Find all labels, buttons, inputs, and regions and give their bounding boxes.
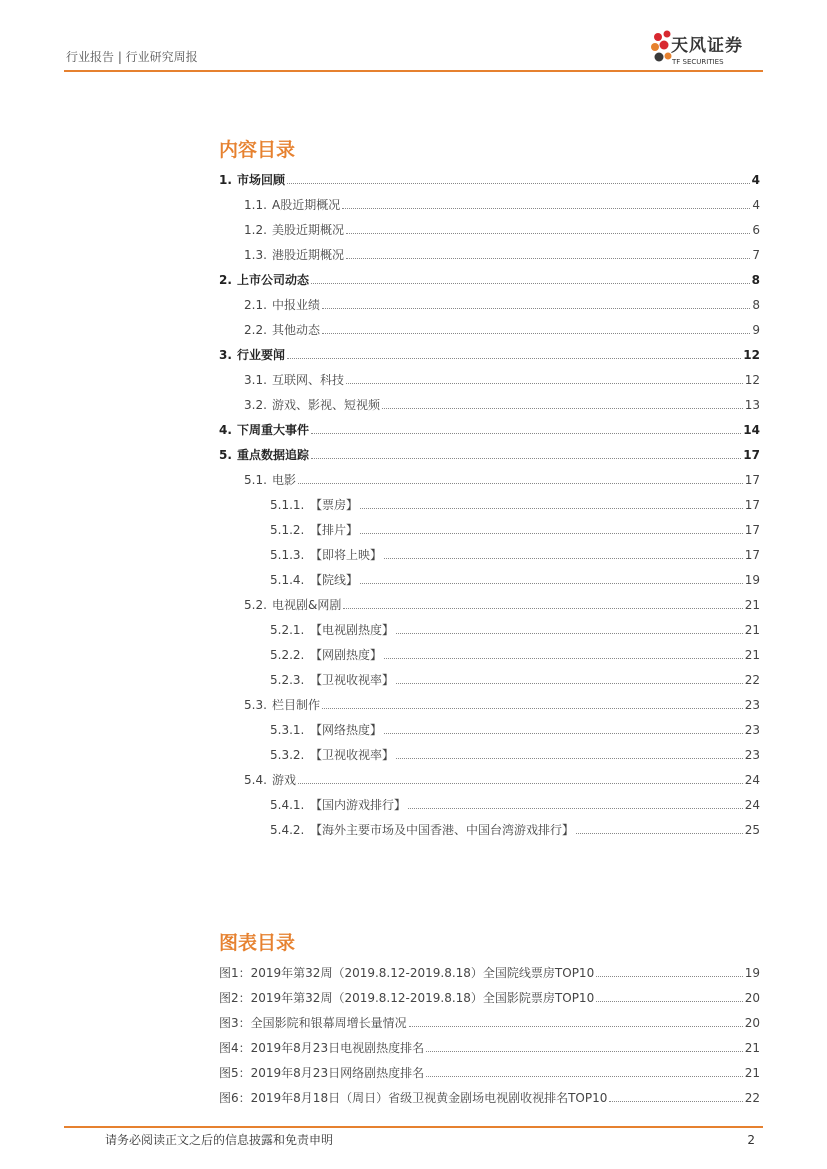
toc-leader-dots: [396, 632, 743, 634]
toc-leader-dots: [408, 807, 743, 809]
toc-entry-label: 【网剧热度】: [310, 648, 383, 662]
toc-entry-number: 5.2.2.: [270, 648, 305, 662]
toc-entry-page: 22: [744, 673, 760, 687]
toc-entry-number: 1.: [219, 173, 232, 187]
toc-leader-dots: [360, 582, 743, 584]
toc-entry-number: 5.3.: [244, 698, 267, 712]
toc-entry-page: 17: [744, 548, 760, 562]
toc-entry-page: 21: [744, 648, 760, 662]
toc-entry-label: 中报业绩: [272, 298, 321, 312]
footer-divider: [64, 1126, 763, 1128]
toc-entry-number: 5.2.: [244, 598, 267, 612]
toc-entry-label: 【票房】: [310, 498, 359, 512]
toc-entry-number: 5.1.2.: [270, 523, 305, 537]
figure-leader-dots: [409, 1025, 743, 1027]
figure-leader-dots: [609, 1100, 742, 1102]
toc-entry-label: 其他动态: [272, 323, 321, 337]
figure-leader-dots: [426, 1075, 743, 1077]
figure-entry[interactable]: [219, 964, 760, 980]
toc-entry-number: 1.2.: [244, 223, 267, 237]
toc-entry-page: 17: [744, 523, 760, 537]
figure-entry[interactable]: [219, 1064, 760, 1080]
toc-leader-dots: [396, 682, 743, 684]
figure-entry[interactable]: [219, 1014, 760, 1030]
toc-entry-number: 5.3.1.: [270, 723, 305, 737]
logo-text-chinese: 天风证券: [671, 36, 743, 56]
toc-leader-dots: [346, 232, 750, 234]
figure-entry-label: 图6：2019年8月18日（周日）省级卫视黄金剧场电视剧收视排名TOP10: [219, 1091, 608, 1105]
logo-text-english: TF SECURITIES: [672, 58, 724, 66]
toc-entry-label: 上市公司动态: [237, 273, 310, 287]
toc-entry-page: 17: [744, 473, 760, 487]
toc-entry-label: 行业要闻: [237, 348, 286, 362]
toc-leader-dots: [346, 382, 743, 384]
toc-title: 内容目录: [219, 139, 296, 161]
figure-entry[interactable]: [219, 1089, 760, 1105]
toc-entry-number: 3.: [219, 348, 232, 362]
toc-entry[interactable]: [244, 771, 760, 787]
figure-entry-page: 20: [744, 1016, 760, 1030]
toc-leader-dots: [298, 482, 743, 484]
toc-entry-page: 4: [752, 198, 760, 212]
toc-entry-number: 5.: [219, 448, 232, 462]
toc-entry[interactable]: [244, 196, 760, 212]
toc-leader-dots: [322, 707, 743, 709]
toc-entry-page: 13: [744, 398, 760, 412]
toc-entry-label: 电影: [272, 473, 297, 487]
toc-entry-page: 12: [744, 373, 760, 387]
toc-entry-page: 14: [743, 423, 760, 437]
header-divider: [64, 70, 763, 72]
toc-entry-number: 5.1.3.: [270, 548, 305, 562]
toc-entry[interactable]: [219, 346, 760, 362]
toc-entry-page: 7: [752, 248, 760, 262]
toc-entry-label: 游戏、影视、短视频: [272, 398, 381, 412]
toc-entry-label: 互联网、科技: [272, 373, 345, 387]
toc-entry[interactable]: [270, 671, 760, 687]
toc-entry[interactable]: [219, 171, 760, 187]
toc-entry[interactable]: [219, 446, 760, 462]
toc-entry-page: 12: [743, 348, 760, 362]
toc-entry-number: 5.4.2.: [270, 823, 305, 837]
toc-entry-number: 4.: [219, 423, 232, 437]
toc-entry-page: 17: [744, 498, 760, 512]
figure-entry-page: 20: [744, 991, 760, 1005]
toc-entry[interactable]: [270, 721, 760, 737]
toc-leader-dots: [342, 207, 750, 209]
toc-entry[interactable]: [270, 796, 760, 812]
toc-entry[interactable]: [244, 471, 760, 487]
toc-leader-dots: [322, 332, 750, 334]
toc-entry-number: 5.1.1.: [270, 498, 305, 512]
toc-entry-page: 21: [744, 598, 760, 612]
toc-entry[interactable]: [244, 696, 760, 712]
toc-leader-dots: [576, 832, 743, 834]
toc-entry-label: 【网络热度】: [310, 723, 383, 737]
toc-leader-dots: [384, 557, 743, 559]
figure-entry-label: 图3：全国影院和银幕周增长量情况: [219, 1016, 407, 1030]
toc-entry-number: 1.3.: [244, 248, 267, 262]
toc-entry[interactable]: [244, 321, 760, 337]
toc-entry-number: 5.4.1.: [270, 798, 305, 812]
toc-entry-page: 6: [752, 223, 760, 237]
toc-entry-number: 1.1.: [244, 198, 267, 212]
toc-entry-page: 25: [744, 823, 760, 837]
toc-entry-number: 5.1.4.: [270, 573, 305, 587]
toc-entry-page: 8: [751, 273, 760, 287]
toc-entry-label: 游戏: [272, 773, 297, 787]
toc-entry[interactable]: [219, 421, 760, 437]
toc-entry-number: 2.2.: [244, 323, 267, 337]
toc-entry[interactable]: [270, 821, 760, 837]
toc-leader-dots: [287, 357, 741, 359]
toc-entry-label: 【卫视收视率】: [310, 673, 395, 687]
toc-entry-label: 【海外主要市场及中国香港、中国台湾游戏排行】: [310, 823, 575, 837]
page-number: 2: [747, 1133, 755, 1147]
toc-entry[interactable]: [244, 396, 760, 412]
toc-entry-label: 【电视剧热度】: [310, 623, 395, 637]
toc-entry-label: 【即将上映】: [310, 548, 383, 562]
toc-entry-label: 港股近期概况: [272, 248, 345, 262]
toc-leader-dots: [360, 532, 743, 534]
toc-entry[interactable]: [270, 521, 760, 537]
figure-entry-label: 图5：2019年8月23日网络剧热度排名: [219, 1066, 425, 1080]
toc-entry-label: 【排片】: [310, 523, 359, 537]
toc-entry-page: 8: [752, 298, 760, 312]
toc-entry-page: 4: [751, 173, 760, 187]
figure-entry-page: 21: [744, 1041, 760, 1055]
toc-entry-page: 23: [744, 748, 760, 762]
toc-leader-dots: [384, 732, 743, 734]
toc-entry-page: 21: [744, 623, 760, 637]
toc-entry-page: 19: [744, 573, 760, 587]
toc-entry-label: 重点数据追踪: [237, 448, 310, 462]
toc-leader-dots: [311, 282, 750, 284]
toc-entry-label: A股近期概况: [272, 198, 341, 212]
toc-entry-number: 5.2.1.: [270, 623, 305, 637]
figure-leader-dots: [596, 1000, 743, 1002]
toc-entry-page: 9: [752, 323, 760, 337]
toc-entry-label: 下周重大事件: [237, 423, 310, 437]
toc-entry-page: 24: [744, 773, 760, 787]
toc-entry-page: 23: [744, 698, 760, 712]
toc-entry-label: 【院线】: [310, 573, 359, 587]
toc-entry[interactable]: [244, 371, 760, 387]
toc-leader-dots: [384, 657, 743, 659]
toc-leader-dots: [360, 507, 743, 509]
toc-entry[interactable]: [244, 246, 760, 262]
toc-entry[interactable]: [244, 596, 760, 612]
toc-leader-dots: [396, 757, 743, 759]
toc-entry-number: 5.4.: [244, 773, 267, 787]
toc-entry-number: 3.2.: [244, 398, 267, 412]
toc-leader-dots: [382, 407, 743, 409]
toc-entry[interactable]: [270, 746, 760, 762]
figure-entry-page: 21: [744, 1066, 760, 1080]
header-breadcrumb: 行业报告 | 行业研究周报: [66, 50, 198, 64]
toc-entry-page: 23: [744, 723, 760, 737]
toc-entry[interactable]: [270, 546, 760, 562]
toc-leader-dots: [343, 607, 742, 609]
toc-entry-label: 市场回顾: [237, 173, 286, 187]
figure-entry[interactable]: [219, 989, 760, 1005]
toc-entry[interactable]: [270, 646, 760, 662]
toc-entry-number: 5.1.: [244, 473, 267, 487]
toc-entry[interactable]: [270, 621, 760, 637]
figure-entry-page: 19: [744, 966, 760, 980]
toc-entry[interactable]: [270, 571, 760, 587]
toc-entry[interactable]: [270, 496, 760, 512]
toc-entry[interactable]: [244, 221, 760, 237]
toc-entry-number: 2.1.: [244, 298, 267, 312]
figure-entry-label: 图4：2019年8月23日电视剧热度排名: [219, 1041, 425, 1055]
toc-entry-label: 【国内游戏排行】: [310, 798, 407, 812]
toc-leader-dots: [298, 782, 743, 784]
figure-entry-label: 图1：2019年第32周（2019.8.12-2019.8.18）全国院线票房TOP10: [219, 966, 595, 980]
toc-entry-page: 17: [743, 448, 760, 462]
toc-entry-page: 24: [744, 798, 760, 812]
toc-entry-number: 5.3.2.: [270, 748, 305, 762]
toc-entry-number: 5.2.3.: [270, 673, 305, 687]
toc-entry-number: 3.1.: [244, 373, 267, 387]
toc-leader-dots: [346, 257, 750, 259]
toc-leader-dots: [322, 307, 750, 309]
toc-entry-label: 美股近期概况: [272, 223, 345, 237]
figure-entry[interactable]: [219, 1039, 760, 1055]
toc-leader-dots: [287, 182, 750, 184]
figure-leader-dots: [426, 1050, 743, 1052]
toc-leader-dots: [311, 457, 741, 459]
footer-disclaimer: 请务必阅读正文之后的信息披露和免责申明: [105, 1133, 334, 1147]
toc-entry-number: 2.: [219, 273, 232, 287]
toc-entry-label: 栏目制作: [272, 698, 321, 712]
toc-entry-label: 电视剧&网剧: [272, 598, 342, 612]
toc-entry-label: 【卫视收视率】: [310, 748, 395, 762]
figure-entry-label: 图2：2019年第32周（2019.8.12-2019.8.18）全国影院票房TOP10: [219, 991, 595, 1005]
figures-title: 图表目录: [219, 932, 296, 954]
figure-leader-dots: [596, 975, 743, 977]
figure-entry-page: 22: [744, 1091, 760, 1105]
toc-entry[interactable]: [244, 296, 760, 312]
toc-entry[interactable]: [219, 271, 760, 287]
toc-leader-dots: [311, 432, 741, 434]
